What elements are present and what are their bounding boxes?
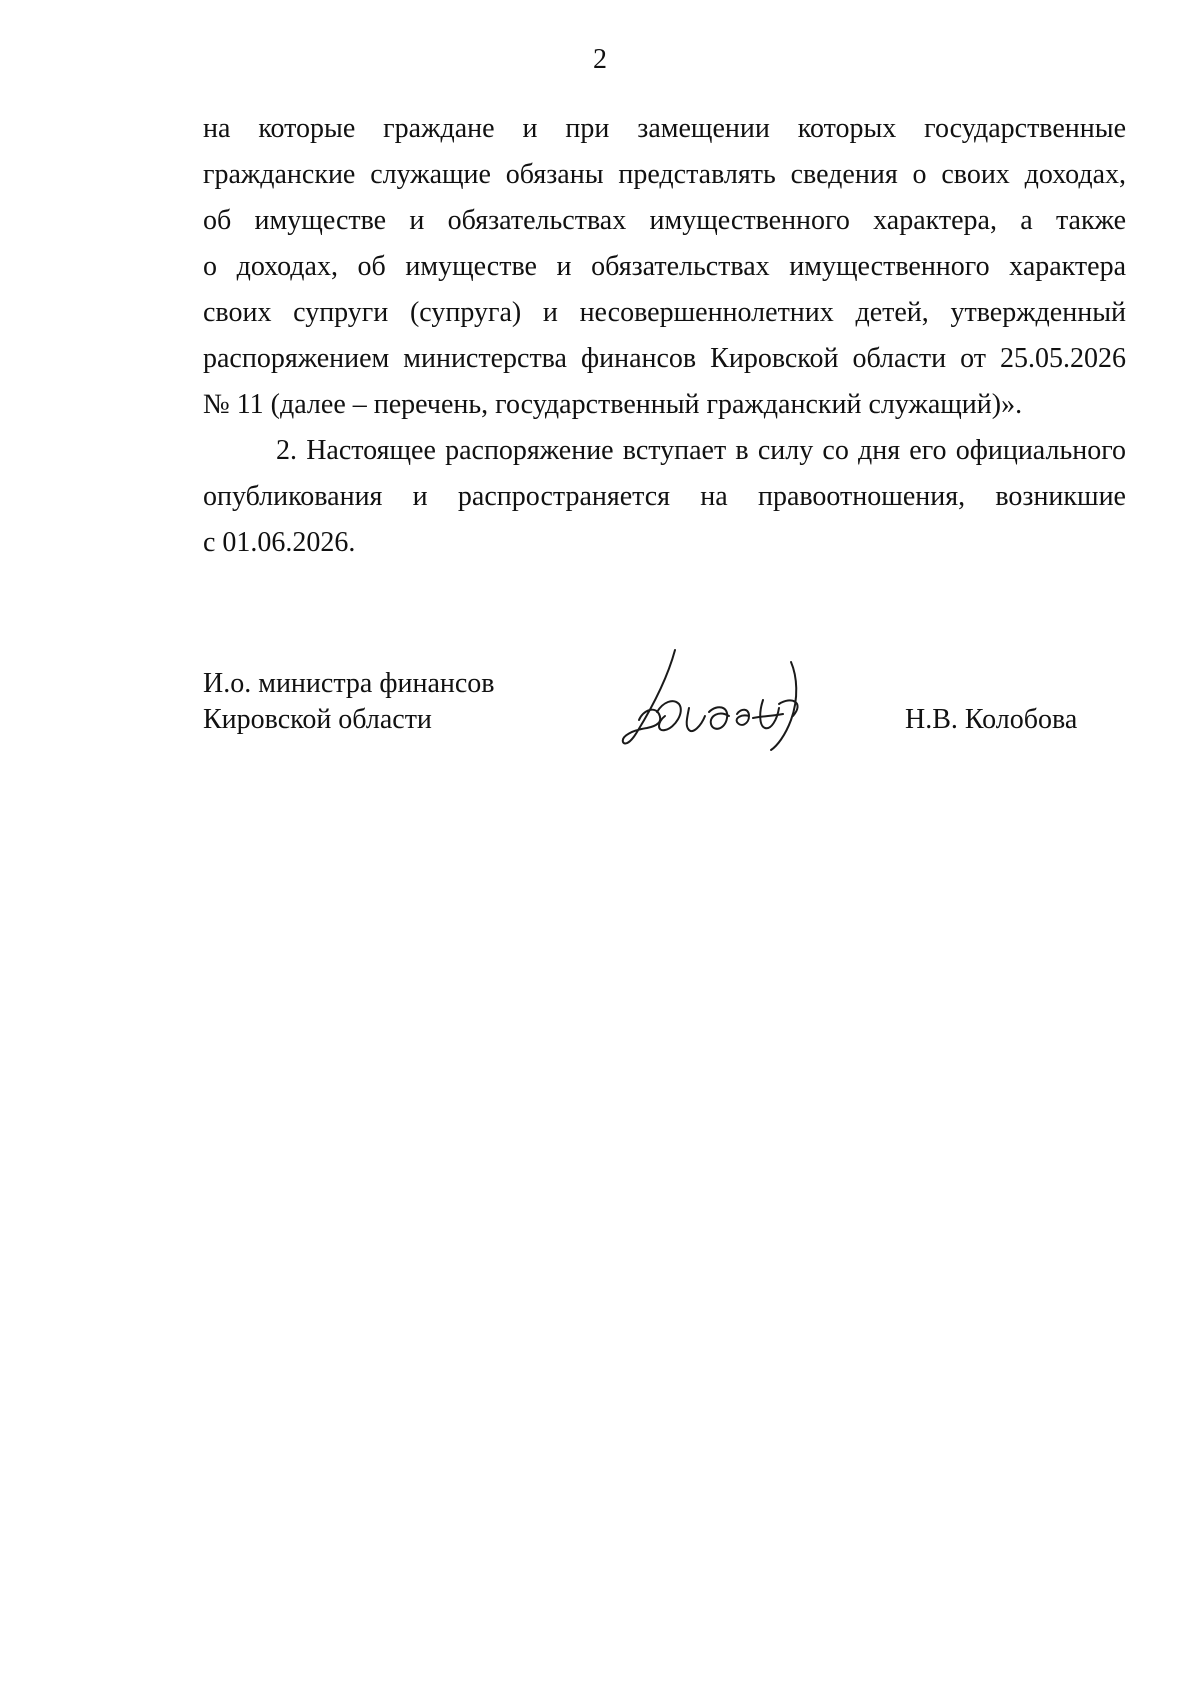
- page-number: 2: [593, 44, 607, 75]
- body-line: своих супруги (супруга) и несовершеннолетних детей, утвержденный: [203, 297, 1126, 328]
- signature-block: [203, 666, 1126, 776]
- body-line: на которые граждане и при замещении которых государственные: [203, 113, 1126, 144]
- handwritten-signature: [613, 646, 823, 756]
- body-line: опубликования и распространяется на правоотношения, возникшие: [203, 481, 1126, 512]
- signer-position-line: Кировской области: [203, 704, 432, 735]
- body-line: о доходах, об имуществе и обязательствах имущественного характера: [203, 251, 1126, 282]
- body-line: № 11 (далее – перечень, государственный гражданский служащий)».: [203, 389, 1023, 420]
- body-line: распоряжением министерства финансов Кировской области от 25.05.2026: [203, 343, 1126, 374]
- body-line: гражданские служащие обязаны представлять сведения о своих доходах,: [203, 159, 1126, 190]
- document-body: [203, 106, 1126, 566]
- body-line: об имуществе и обязательствах имущественного характера, а также: [203, 205, 1126, 236]
- signer-position: [203, 666, 543, 738]
- signer-position-line: И.о. министра финансов: [203, 668, 495, 699]
- body-line: 2. Настоящее распоряжение вступает в силу со дня его официального: [276, 435, 1126, 466]
- signer-name: Н.В. Колобова: [905, 704, 1078, 735]
- body-line: с 01.06.2026.: [203, 527, 356, 558]
